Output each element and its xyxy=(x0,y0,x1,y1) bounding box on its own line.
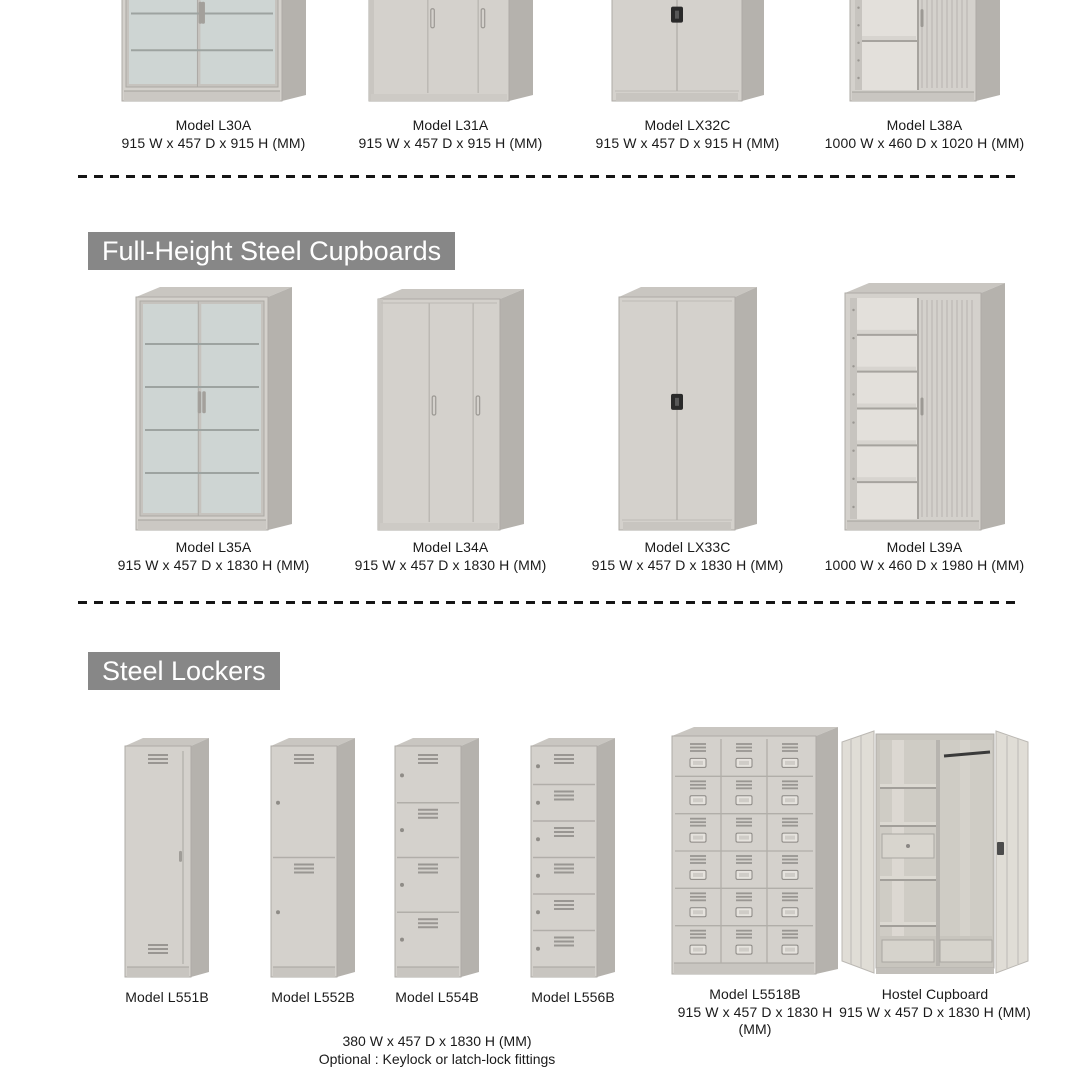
product-labels xyxy=(271,989,355,1007)
product-card-model-l5518b xyxy=(670,733,840,1039)
product-model-label: Model L30A xyxy=(175,117,252,133)
product-dims-label: 915 W x 457 D x 1830 H (MM) xyxy=(117,556,310,573)
product-card-model-l554b xyxy=(377,736,497,1007)
product-labels xyxy=(825,539,1025,574)
product-model-label: Model L39A xyxy=(886,539,963,555)
product-labels xyxy=(359,117,543,152)
product-dims-label: 1000 W x 460 D x 1980 H (MM) xyxy=(824,556,1025,573)
section-header-steel-lockers: Steel Lockers xyxy=(88,652,280,690)
product-dims-label: 915 W x 457 D x 915 H (MM) xyxy=(595,134,780,151)
product-card-model-l31a xyxy=(332,0,569,152)
product-illustration-model-l34a xyxy=(377,286,525,532)
product-labels xyxy=(596,117,780,152)
product-illustration-model-lx32c xyxy=(611,0,765,103)
product-card-model-l30a xyxy=(95,0,332,152)
product-illustration-model-l554b xyxy=(394,736,480,979)
section-divider xyxy=(78,175,1022,178)
product-card-model-lx33c xyxy=(569,286,806,574)
product-card-model-l552b xyxy=(253,736,373,1007)
product-illustration-model-lx33c xyxy=(618,286,758,532)
product-model-label: Model L551B xyxy=(125,989,209,1005)
product-model-label: Model L31A xyxy=(412,117,489,133)
product-model-label: Model L554B xyxy=(395,989,479,1005)
product-illustration-model-l552b xyxy=(270,736,356,979)
product-dims-label: 915 W x 457 D x 915 H (MM) xyxy=(121,134,306,151)
full-height-cupboards-row xyxy=(95,286,1043,574)
product-card-model-l556b xyxy=(513,736,633,1007)
product-illustration-model-l5518b xyxy=(671,733,839,976)
product-illustration-model-l39a xyxy=(844,286,1006,532)
product-card-model-l551b xyxy=(107,736,227,1007)
product-model-label: Model L35A xyxy=(175,539,252,555)
product-labels xyxy=(395,989,479,1007)
product-labels xyxy=(825,117,1025,152)
product-model-label: Model L556B xyxy=(531,989,615,1005)
product-card-hostel-cupboard xyxy=(835,733,1035,1021)
product-labels xyxy=(355,539,547,574)
product-illustration-model-l31a xyxy=(368,0,534,103)
half-height-cupboards-row xyxy=(95,0,1043,152)
locker-footnote-option: Optional : Keylock or latch-lock fittings xyxy=(318,1051,556,1067)
product-labels xyxy=(670,986,840,1039)
locker-footnote-dims: 380 W x 457 D x 1830 H (MM) xyxy=(342,1033,532,1049)
product-model-label: Model L38A xyxy=(886,117,963,133)
product-labels xyxy=(531,989,615,1007)
product-illustration-model-l30a xyxy=(121,0,307,103)
product-labels xyxy=(125,989,209,1007)
product-card-model-lx32c xyxy=(569,0,806,152)
product-illustration-hostel-cupboard xyxy=(840,733,1030,976)
product-model-label: Model L5518B xyxy=(709,986,801,1002)
product-dims-label: 1000 W x 460 D x 1020 H (MM) xyxy=(824,134,1025,151)
product-dims-label: 915 W x 457 D x 1830 H (MM) xyxy=(354,556,547,573)
product-model-label: Model L34A xyxy=(412,539,489,555)
product-dims-label: 915 W x 457 D x 1830 H (MM) xyxy=(839,1003,1031,1020)
product-card-model-l38a xyxy=(806,0,1043,152)
product-model-label: Hostel Cupboard xyxy=(881,986,989,1002)
product-dims-label: 915 W x 457 D x 1830 H (MM) xyxy=(677,1003,833,1037)
product-card-model-l39a xyxy=(806,286,1043,574)
product-dims-label: 915 W x 457 D x 915 H (MM) xyxy=(358,134,543,151)
product-illustration-model-l35a xyxy=(135,286,293,532)
product-model-label: Model L552B xyxy=(271,989,355,1005)
product-labels xyxy=(122,117,306,152)
product-labels xyxy=(118,539,310,574)
locker-footnote xyxy=(187,1032,687,1068)
product-illustration-model-l38a xyxy=(849,0,1001,103)
product-illustration-model-l551b xyxy=(124,736,210,979)
product-model-label: Model LX32C xyxy=(644,117,731,133)
product-illustration-model-l556b xyxy=(530,736,616,979)
section-header-full-height-steel-cupboards: Full-Height Steel Cupboards xyxy=(88,232,455,270)
product-card-model-l35a xyxy=(95,286,332,574)
product-model-label: Model LX33C xyxy=(644,539,731,555)
product-labels xyxy=(592,539,784,574)
section-divider xyxy=(78,601,1022,604)
product-labels xyxy=(839,986,1031,1021)
product-dims-label: 915 W x 457 D x 1830 H (MM) xyxy=(591,556,784,573)
product-card-model-l34a xyxy=(332,286,569,574)
